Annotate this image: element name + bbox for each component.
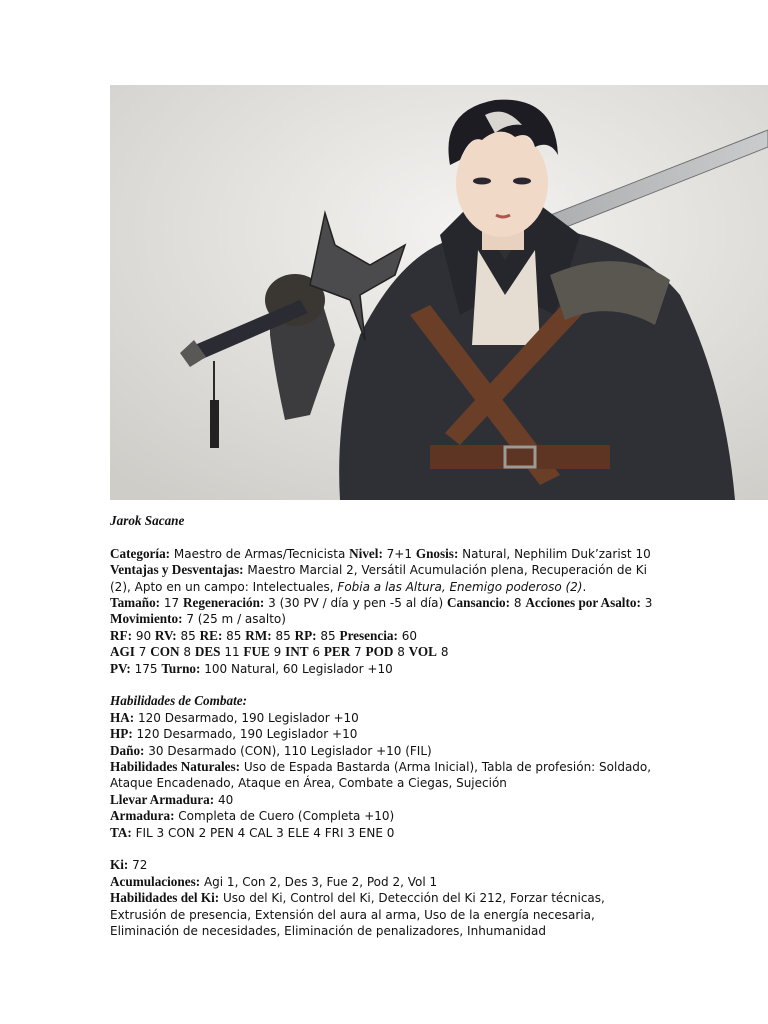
ventajas-line: Ventajas y Desventajas: Maestro Marcial 2, Versátil Acumulación plena, Recuperación de Ki (2), Apto en un campo: Intelectuales, Fobia a las Altura, Enemigo poderoso (2). [110,562,647,594]
habilidades-naturales-line: Habilidades Naturales: Uso de Espada Bastarda (Arma Inicial), Tabla de profesión: Soldado, Ataque Encadenado, Ataque en Área, Combate a Ciegas, Sujeción [110,759,652,791]
ha-line: HA: 120 Desarmado, 190 Legislador +10 [110,709,359,725]
character-name: Jarok Sacane [110,513,185,528]
acumulaciones-line: Acumulaciones: Agi 1, Con 2, Des 3, Fue 2, Pod 2, Vol 1 [110,873,438,889]
armadura-line: Armadura: Completa de Cuero (Completa +10) [110,808,395,824]
resistances-line: RF: 90 RV: 85 RE: 85 RM: 85 RP: 85 Presencia: 60 [110,627,417,643]
pv-line: PV: 175 Turno: 100 Natural, 60 Legislador +10 [110,660,393,676]
categoria-line: Categoría: Maestro de Armas/Tecnicista Nivel: 7+1 Gnosis: Natural, Nephilim Duk’zarist 10 [110,545,651,561]
hp-line: HP: 120 Desarmado, 190 Legislador +10 [110,726,358,742]
combat-heading: Habilidades de Combate: [110,693,247,709]
tamano-line: Tamaño: 17 Regeneración: 3 (30 PV / día y pen -5 al día) Cansancio: 8 Acciones por Asalto: 3 Movimiento: 7 (25 m / asalto) [110,595,653,627]
character-sheet [110,513,655,940]
ki-line: Ki: 72 [110,857,148,873]
dano-line: Daño: 30 Desarmado (CON), 110 Legislador +10 (FIL) [110,742,432,758]
habilidades-ki-line: Habilidades del Ki: Uso del Ki, Control del Ki, Detección del Ki 212, Forzar técnicas, Extrusión de presencia, Extensión del aura al arma, Uso de la energía necesaria, Eliminación de necesidades, Eliminación de penalizadores, Inhumanidad [110,890,605,939]
attributes-line: AGI 7 CON 8 DES 11 FUE 9 INT 6 PER 7 POD 8 VOL 8 [110,644,449,660]
llevar-armadura-line: Llevar Armadura: 40 [110,791,234,807]
ta-line: TA: FIL 3 CON 2 PEN 4 CAL 3 ELE 4 FRI 3 ENE 0 [110,824,395,840]
character-illustration [110,85,768,500]
character-portrait [110,85,768,500]
